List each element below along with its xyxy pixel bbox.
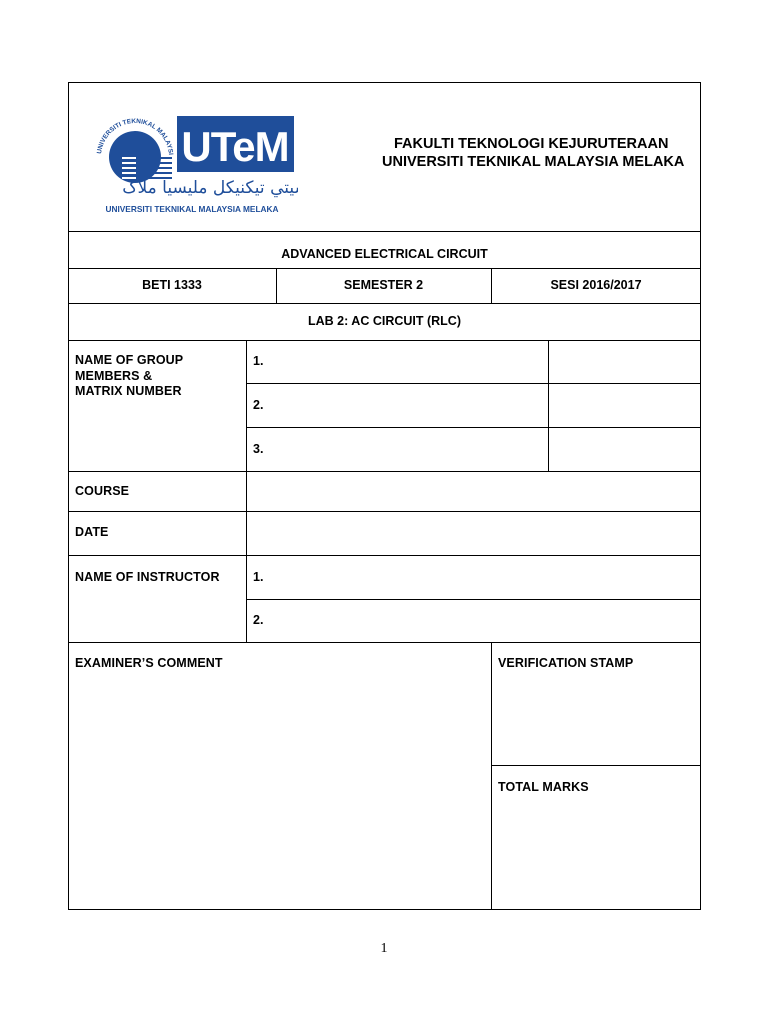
instructor-label: NAME OF INSTRUCTOR <box>75 570 220 584</box>
lab-cover-sheet <box>68 82 701 910</box>
university-name: UNIVERSITI TEKNIKAL MALAYSIA MELAKA <box>382 154 685 170</box>
divider-instructor-1 <box>246 599 701 600</box>
member-3-number: 3. <box>253 442 264 456</box>
course-field[interactable] <box>248 473 700 510</box>
course-title: ADVANCED ELECTRICAL CIRCUIT <box>281 247 488 261</box>
logo-caption: UNIVERSITI TEKNIKAL MALAYSIA MELAKA <box>105 204 279 214</box>
verification-stamp-area <box>492 674 700 764</box>
member-2-name-field[interactable] <box>268 385 546 426</box>
course-label: COURSE <box>75 484 130 498</box>
course-code: BETI 1333 <box>142 278 202 292</box>
member-1-number: 1. <box>253 354 264 368</box>
instructor-2-field[interactable] <box>268 601 700 641</box>
instructor-1-field[interactable] <box>268 557 700 598</box>
divider-member-2 <box>246 427 701 428</box>
member-2-matrix-field[interactable] <box>550 385 700 426</box>
examiner-comment-label: EXAMINER’S COMMENT <box>75 656 223 670</box>
date-field[interactable] <box>248 513 700 554</box>
divider-matrix-column <box>548 340 549 471</box>
divider-course <box>68 511 701 512</box>
member-2-number: 2. <box>253 398 264 412</box>
group-members-label-line3: MATRIX NUMBER <box>75 384 182 398</box>
divider-members <box>68 471 701 472</box>
member-1-matrix-field[interactable] <box>550 341 700 382</box>
faculty-name: FAKULTI TEKNOLOGI KEJURUTERAAN <box>394 136 669 152</box>
lab-title: LAB 2: AC CIRCUIT (RLC) <box>308 314 461 328</box>
instructor-2-number: 2. <box>253 613 264 627</box>
session: SESI 2016/2017 <box>550 278 642 292</box>
member-3-name-field[interactable] <box>268 429 546 470</box>
semester: SEMESTER 2 <box>343 278 424 292</box>
divider-label-column <box>246 340 247 642</box>
divider-instructor <box>68 642 701 643</box>
logo-jawi-text: يتي تيکنيکل مليسيا ملاک <box>122 178 295 198</box>
divider-date <box>68 555 701 556</box>
group-members-label-line1: NAME OF GROUP <box>75 353 184 367</box>
divider-stamp <box>491 765 701 766</box>
page-number: 1 <box>380 941 388 956</box>
logo-ring-text: UNIVERSITI TEKNIKAL MALAYSI <box>96 117 174 156</box>
instructor-1-number: 1. <box>253 570 264 584</box>
examiner-comment-area[interactable] <box>69 674 490 909</box>
total-marks-label: TOTAL MARKS <box>498 780 589 794</box>
date-label: DATE <box>75 525 109 539</box>
member-1-name-field[interactable] <box>268 341 546 382</box>
verification-stamp-label: VERIFICATION STAMP <box>498 656 634 670</box>
utem-logo <box>92 98 298 218</box>
logo-wordmark: UTeM <box>181 123 289 170</box>
member-3-matrix-field[interactable] <box>550 429 700 470</box>
total-marks-area[interactable] <box>492 798 700 909</box>
utem-logo-graphic <box>92 98 298 218</box>
divider-title <box>68 268 701 269</box>
group-members-label <box>75 353 183 400</box>
divider-info <box>68 303 701 304</box>
divider-member-1 <box>246 383 701 384</box>
group-members-label-line2: MEMBERS & <box>75 368 153 383</box>
divider-header <box>68 231 701 232</box>
